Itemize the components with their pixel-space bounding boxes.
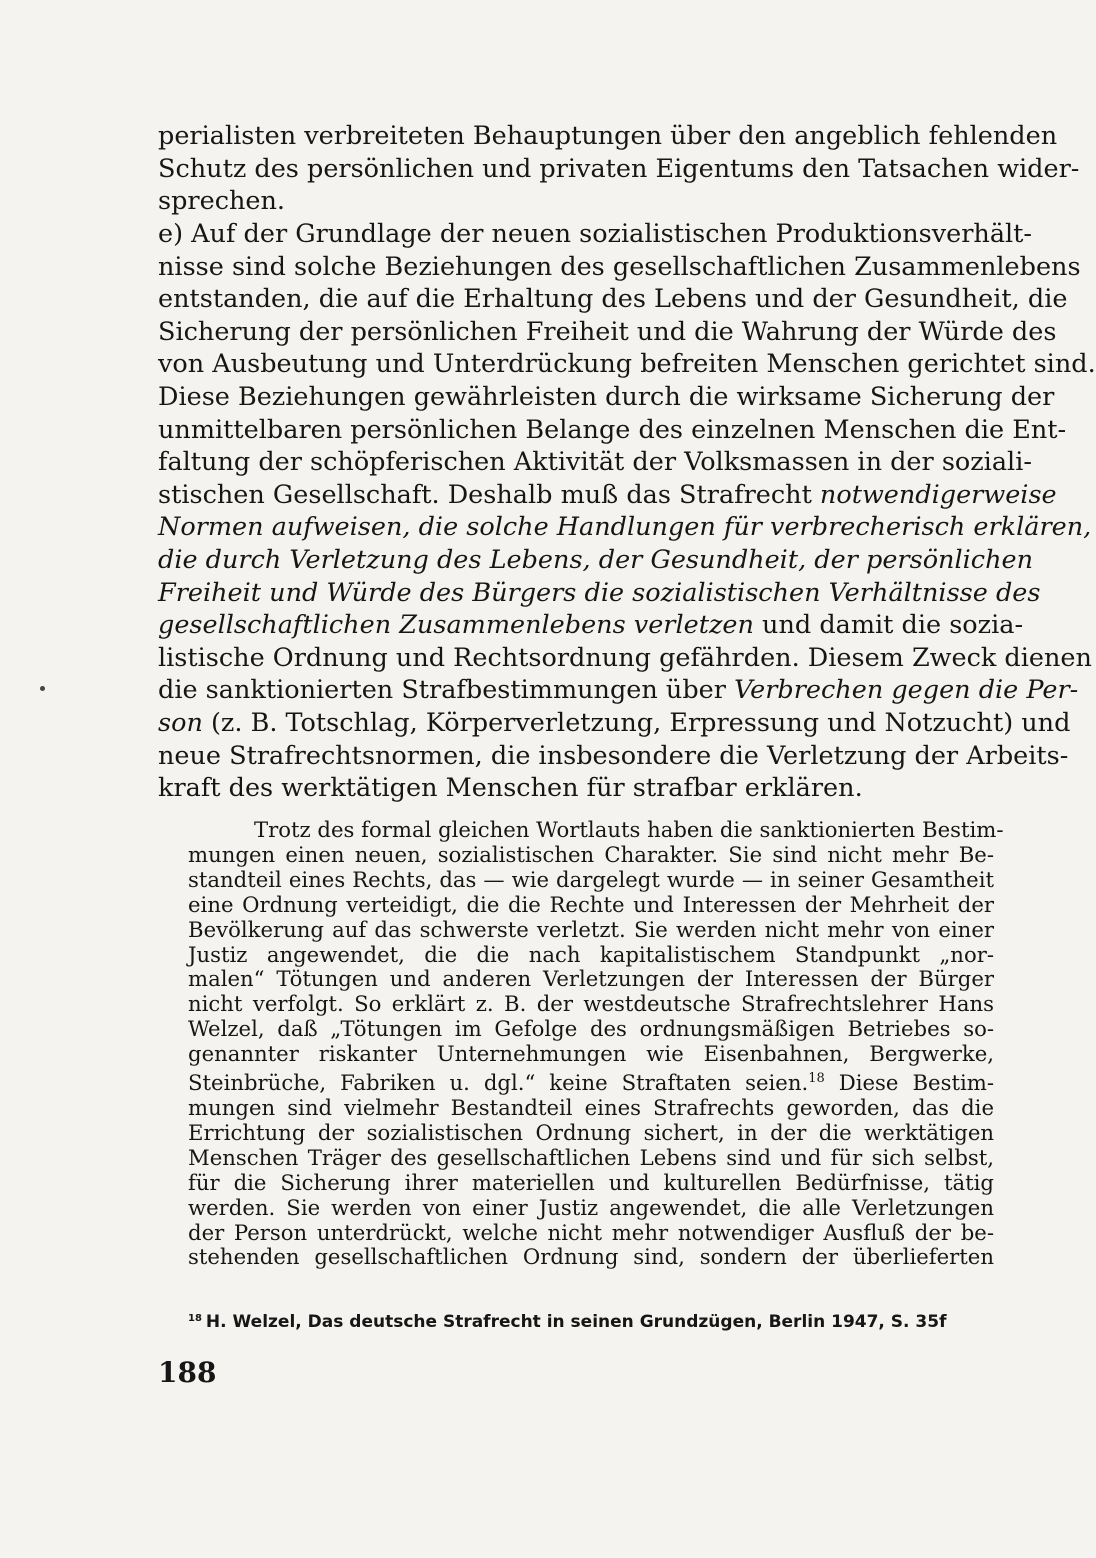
text-line: unmittelbaren persönlichen Belange des einzelnen Menschen die Ent- [158, 414, 1067, 445]
text-run: (z. B. Totschlag, Körperverletzung, Erpressung und Notzucht) und [202, 707, 1071, 738]
small-text-line: nicht verfolgt. So erklärt z. B. der westdeutsche Strafrechtslehrer Hans [188, 991, 994, 1017]
text-run: Steinbrüche, Fabriken u. dgl.“ keine Straftaten seien. [188, 1070, 809, 1096]
text-run: Diese Bestim- [824, 1070, 994, 1096]
footnote-number: 18 [188, 1313, 202, 1324]
text-line: Diese Beziehungen gewährleisten durch die wirksame Sicherung der [158, 381, 1055, 412]
small-text-line: Trotz des formal gleichen Wortlauts haben die sanktionierten Bestim- [254, 817, 1004, 842]
footnote [188, 1308, 946, 1333]
paragraph-e [158, 218, 1096, 805]
small-text-line: für die Sicherung ihrer materiellen und kulturellen Bedürfnisse, tätig [188, 1169, 994, 1195]
small-text-line: malen“ Tötungen und anderen Verletzungen der Interessen der Bürger [188, 966, 994, 992]
text-line: faltung der schöpferischen Aktivität der Volksmassen in der soziali- [158, 447, 1032, 478]
italic-run: son [158, 707, 203, 738]
text-line: von Ausbeutung und Unterdrückung befreiten Menschen gerichtet sind. [158, 349, 1096, 380]
footnote-text: H. Welzel, Das deutsche Strafrecht in seinen Grundzügen, Berlin 1947, S. 35f [205, 1312, 947, 1332]
text-line: Schutz des persönlichen und privaten Eigentums den Tatsachen wider- [158, 153, 1080, 184]
italic-line: Normen aufweisen, die solche Handlungen für verbrecherisch erklären, [158, 512, 1092, 543]
text-line [158, 674, 1079, 707]
text-line: neue Strafrechtsnormen, die insbesondere die Verletzung der Arbeits- [158, 740, 1069, 771]
italic-run: notwendigerweise [819, 479, 1057, 510]
text-line: entstanden, die auf die Erhaltung des Lebens und der Gesundheit, die [158, 284, 1068, 315]
small-text-line: der Person unterdrückt, welche nicht mehr notwendiger Ausfluß der be- [188, 1219, 994, 1245]
text-run: stischen Gesellschaft. Deshalb muß das Strafrecht [158, 479, 820, 510]
small-text-line: Errichtung der sozialistischen Ordnung sichert, in der die werktätigen [188, 1119, 994, 1145]
text-line: nisse sind solche Beziehungen des gesellschaftlichen Zusammenlebens [158, 251, 1081, 282]
small-text-line: standteil eines Rechts, das — wie dargelegt wurde — in seiner Gesamtheit [188, 866, 994, 892]
text-run: die sanktionierten Strafbestimmungen über [158, 675, 735, 706]
footnote-reference[interactable]: 18 [808, 1071, 825, 1087]
small-text-line: Welzel, daß „Tötungen im Gefolge des ordnungsmäßigen Betriebes so- [188, 1016, 994, 1042]
text-line [158, 609, 1024, 642]
small-print-paragraph [188, 817, 1004, 1270]
print-speck [40, 686, 45, 691]
italic-run: gesellschaftlichen Zusammenlebens verletzen [158, 610, 754, 641]
small-text-line: Bevölkerung auf das schwerste verletzt. Sie werden nicht mehr von einer [188, 916, 994, 942]
small-text-line: Justiz angewendet, die die nach kapitalistischem Standpunkt „nor- [188, 941, 994, 967]
text-line: perialisten verbreiteten Behauptungen über den angeblich fehlenden [158, 121, 1058, 151]
text-line: kraft des werktätigen Menschen für strafbar erklären. [158, 773, 863, 804]
text-line: sprechen. [158, 186, 286, 217]
paragraph-continuation [158, 120, 1080, 218]
text-line: Sicherung der persönlichen Freiheit und die Wahrung der Würde des [158, 316, 1057, 347]
text-run: und damit die sozia- [753, 610, 1024, 641]
italic-line: Freiheit und Würde des Bürgers die sozialistischen Verhältnisse des [158, 577, 1041, 608]
italic-run: Verbrechen gegen die Per- [734, 675, 1079, 706]
italic-line: die durch Verletzung des Lebens, der Gesundheit, der persönlichen [158, 544, 1034, 575]
text-line [158, 707, 1071, 740]
small-text-line: eine Ordnung verteidigt, die die Rechte und Interessen der Mehrheit der [188, 891, 994, 917]
page-number: 188 [158, 1356, 217, 1389]
small-text-line: stehenden gesellschaftlichen Ordnung sind, sondern der überlieferten [188, 1244, 994, 1270]
small-text-line: mungen einen neuen, sozialistischen Charakter. Sie sind nicht mehr Be- [188, 841, 994, 867]
small-text-line: mungen sind vielmehr Bestandteil eines Strafrechts geworden, das die [188, 1094, 994, 1120]
text-line [158, 479, 1057, 512]
small-text-line: werden. Sie werden von einer Justiz angewendet, die alle Verletzungen [188, 1194, 994, 1220]
small-text-line: genannter riskanter Unternehmungen wie Eisenbahnen, Bergwerke, [188, 1041, 994, 1067]
text-line: e) Auf der Grundlage der neuen sozialistischen Produktionsverhält- [158, 219, 1033, 249]
small-text-line: Menschen Träger des gesellschaftlichen Lebens sind und für sich selbst, [188, 1144, 994, 1170]
text-line: listische Ordnung und Rechtsordnung gefährden. Diesem Zweck dienen [158, 642, 1092, 673]
small-text-line [188, 1067, 994, 1096]
